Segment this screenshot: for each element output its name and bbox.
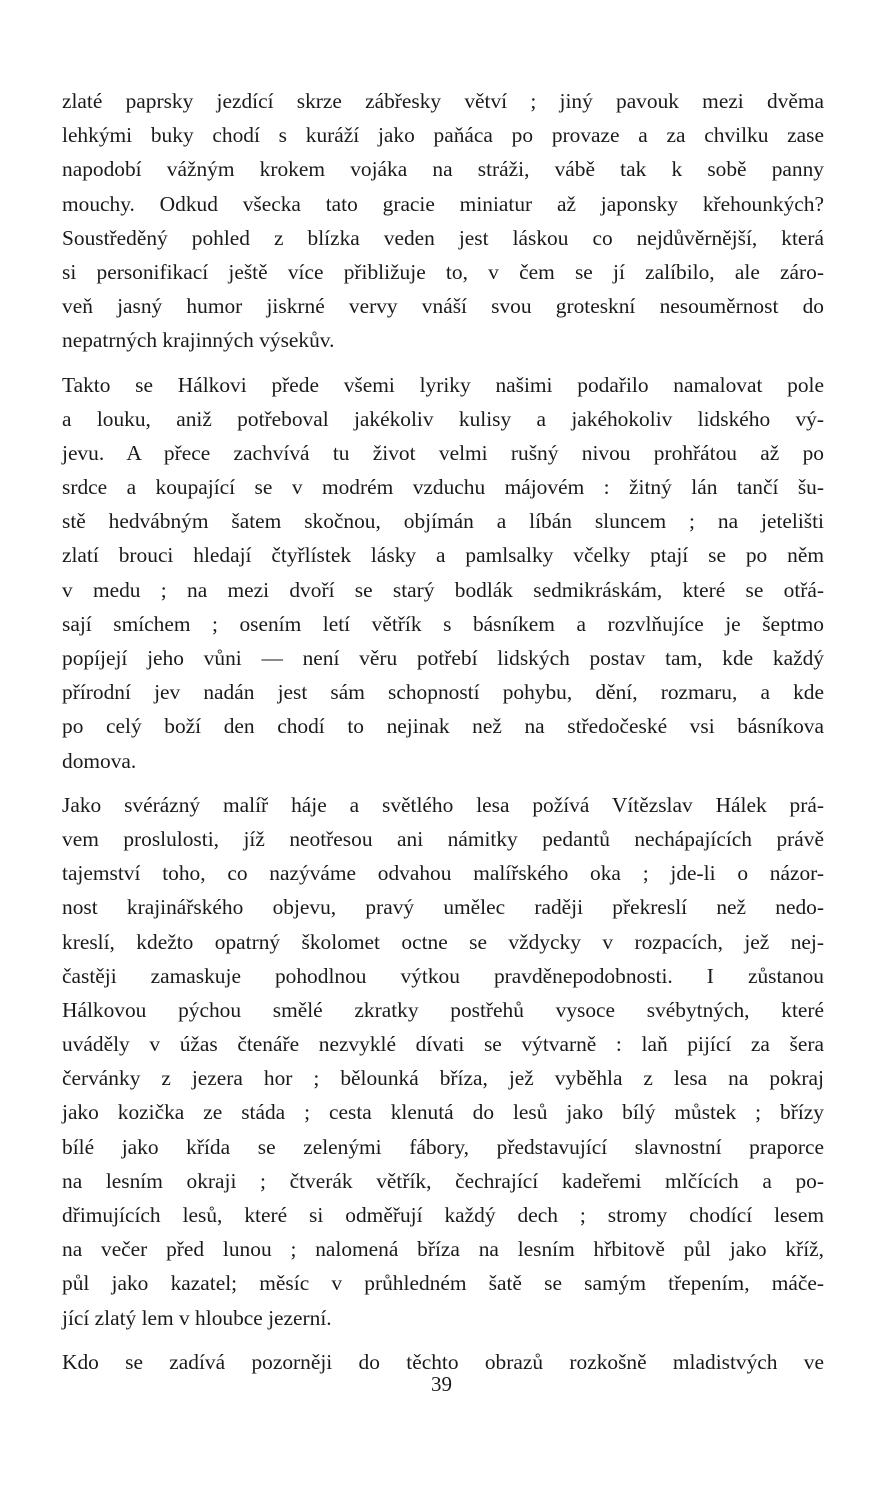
text-line: Takto se Hálkovi přede všemi lyriky našimi podařilo namalovat pole xyxy=(62,372,824,397)
text-line: Kdo se zadívá pozorněji do těchto obrazů rozkošně mladistvých ve xyxy=(62,1349,824,1374)
text-line: veň jasný humor jiskrné vervy vnáší svou groteskní nesouměrnost do xyxy=(62,294,824,319)
text-line: na večer před lunou ; nalomená bříza na lesním hřbitově půl jako kříž, xyxy=(62,1237,824,1262)
text-line: tajemství toho, co nazýváme odvahou malířského oka ; jde-li o názor- xyxy=(62,861,824,886)
paragraph xyxy=(62,84,824,358)
paragraph xyxy=(62,788,824,1335)
text-line: jící zlatý lem v hloubce jezerní. xyxy=(62,1305,332,1330)
text-line: dřimujících lesů, které si odměřují každý dech ; stromy chodící lesem xyxy=(62,1203,824,1227)
text-line: na lesním okraji ; čtverák větřík, čechrající kadeřemi mlčících a po- xyxy=(62,1168,824,1193)
paragraph-gap xyxy=(62,358,824,368)
text-line: Soustředěný pohled z blízka veden jest láskou co nejdůvěrnější, která xyxy=(62,225,824,250)
text-line: červánky z jezera hor ; bělounká bříza, jež vyběhla z lesa na pokraj xyxy=(62,1066,824,1091)
text-line: bílé jako křída se zelenými fábory, představující slavnostní praporce xyxy=(62,1134,824,1159)
text-line: zlatí brouci hledají čtyřlístek lásky a pamlsalky včelky ptají se po něm xyxy=(62,543,824,568)
text-line: si personifikací ještě více přibližuje to, v čem se jí zalíbilo, ale záro- xyxy=(62,259,824,284)
page-number: 39 xyxy=(431,1372,452,1396)
text-line: uváděly v úžas čtenáře nezvyklé dívati se výtvarně : laň pijící za šera xyxy=(62,1032,824,1057)
body-text xyxy=(62,84,824,1379)
text-line: napodobí vážným krokem vojáka na stráži, vábě tak k sobě panny xyxy=(62,157,824,182)
text-line: vem proslulosti, jíž neotřesou ani námitky pedantů nechápajících právě xyxy=(62,826,824,851)
paragraph-gap xyxy=(62,1335,824,1345)
text-line: sají smíchem ; osením letí větřík s básníkem a rozvlňujíce je šeptmo xyxy=(62,611,824,636)
paragraph xyxy=(62,368,824,778)
text-line: a louku, aniž potřeboval jakékoliv kulisy a jakéhokoliv lidského vý- xyxy=(62,406,824,431)
text-line: přírodní jev nadán jest sám schopností pohybu, dění, rozmaru, a kde xyxy=(62,680,824,705)
text-line: lehkými buky chodí s kuráží jako paňáca po provaze a za chvilku zase xyxy=(62,123,824,148)
text-line: nepatrných krajinných výsekův. xyxy=(62,328,335,353)
text-line: půl jako kazatel; měsíc v průhledném šatě se samým třepením, máče- xyxy=(62,1271,824,1296)
text-line: zlaté paprsky jezdící skrze zábřesky větví ; jiný pavouk mezi dvěma xyxy=(62,89,824,113)
text-line: jako kozička ze stáda ; cesta klenutá do lesů jako bílý můstek ; břízy xyxy=(62,1100,824,1125)
text-line: kreslí, kdežto opatrný školomet octne se vždycky v rozpacích, jež nej- xyxy=(62,929,824,954)
text-line: popíjejí jeho vůni — není věru potřebí lidských postav tam, kde každý xyxy=(62,646,824,670)
text-line: po celý boží den chodí to nejinak než na středočeské vsi básníkova xyxy=(62,714,824,739)
text-line: domova. xyxy=(62,748,137,773)
text-line: Jako svérázný malíř háje a světlého lesa požívá Vítězslav Hálek prá- xyxy=(62,792,824,817)
text-line: častěji zamaskuje pohodlnou výtkou pravděnepodobnosti. I zůstanou xyxy=(62,963,824,988)
text-line: srdce a koupající se v modrém vzduchu májovém : žitný lán tančí šu- xyxy=(62,475,824,500)
text-line: nost krajinářského objevu, pravý umělec raději překreslí než nedo- xyxy=(62,895,824,920)
text-line: stě hedvábným šatem skočnou, objímán a líbán sluncem ; na jetelišti xyxy=(62,509,824,534)
text-line: mouchy. Odkud všecka tato gracie miniatur až japonsky křehounkých? xyxy=(62,191,824,216)
paragraph-gap xyxy=(62,778,824,788)
text-line: Hálkovou pýchou smělé zkratky postřehů vysoce svébytných, které xyxy=(62,997,824,1022)
text-line: jevu. A přece zachvívá tu život velmi rušný nivou prohřátou až po xyxy=(62,440,824,465)
text-line: v medu ; na mezi dvoří se starý bodlák sedmikráskám, které se otřá- xyxy=(62,577,824,602)
